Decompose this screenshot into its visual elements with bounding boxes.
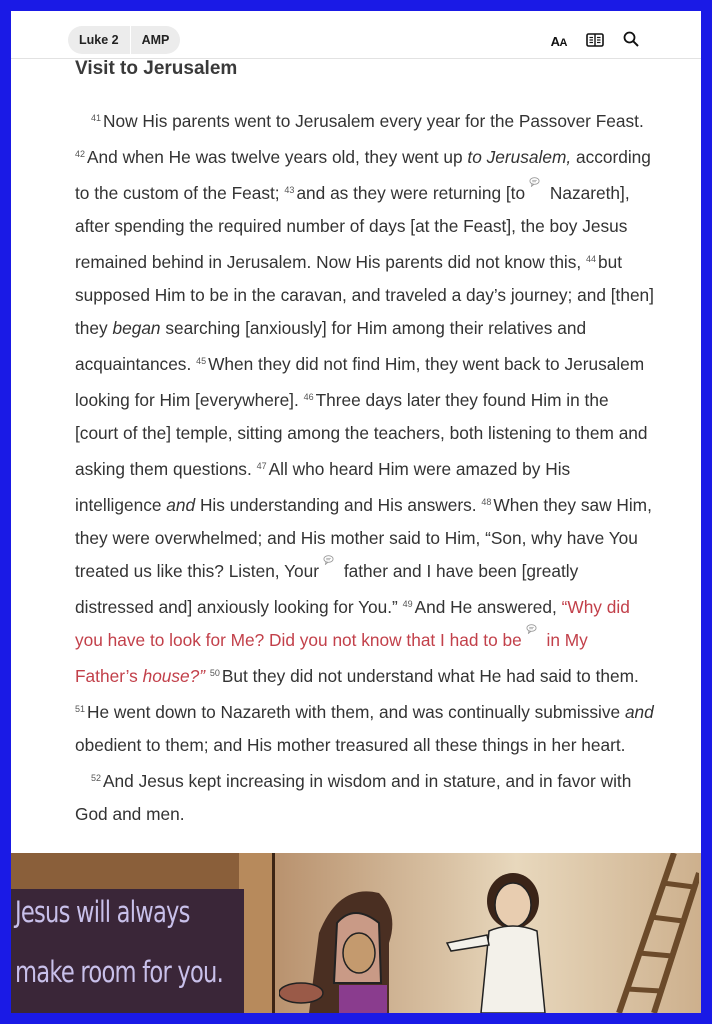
verse-47-italic[interactable]: and (166, 495, 196, 515)
words-of-christ-b[interactable]: in My Father’s (75, 630, 588, 686)
font-size-icon[interactable]: AA (550, 33, 567, 49)
verse-43-a[interactable]: and as they were returning [to (296, 183, 526, 203)
version-button[interactable]: AMP (141, 33, 170, 47)
words-of-christ-a[interactable]: “Why did you have to look for Me? Did you not know that I had to be (75, 597, 630, 650)
paragraph-2 (75, 762, 655, 831)
verse-49[interactable]: And He answered, (414, 597, 557, 617)
mary-figure-illustration (279, 873, 429, 1013)
reference-selector[interactable] (68, 26, 180, 54)
verse-number[interactable]: 52 (91, 773, 102, 783)
verse-42-italic[interactable]: to Jerusalem, (467, 147, 572, 167)
verse-number[interactable]: 42 (75, 149, 86, 159)
caption-line-2: make room for you. (15, 955, 224, 989)
verse-number[interactable]: 51 (75, 704, 86, 714)
section-heading: Visit to Jerusalem (75, 58, 238, 79)
ladder-illustration (599, 853, 699, 1013)
footnote-icon[interactable] (522, 630, 542, 640)
words-of-christ-italic[interactable]: house?” (142, 666, 206, 686)
verse-47-b[interactable]: His understanding and His answers. (199, 495, 477, 515)
verse-51-a[interactable]: He went down to Nazareth with them, and was continually submissive (87, 702, 621, 722)
verse-42-a[interactable]: And when He was twelve years old, they went up (87, 147, 463, 167)
verse-51-italic[interactable]: and (624, 702, 654, 722)
footnote-icon[interactable] (525, 183, 545, 193)
jesus-figure-illustration (441, 861, 591, 1013)
verse-47-a[interactable]: All who heard Him were amazed by His intelligence (75, 459, 571, 515)
verse-number[interactable]: 49 (402, 599, 413, 609)
caption-line-1: Jesus will always (15, 895, 190, 929)
verse-41[interactable]: Now His parents went to Jerusalem every year for the Passover Feast. (103, 111, 644, 131)
verse-44-italic[interactable]: began (112, 318, 161, 338)
verse-number[interactable]: 48 (481, 497, 492, 507)
reader-icon[interactable] (586, 32, 604, 51)
verse-number[interactable]: 50 (209, 668, 220, 678)
search-icon[interactable] (623, 31, 639, 51)
verse-number[interactable]: 44 (586, 254, 597, 264)
verse-46[interactable]: Three days later they found Him in the [court of the] temple, sitting among the teachers, both listening to them and asking them questions. (75, 390, 648, 479)
wooden-post (239, 853, 275, 1013)
caption-box (11, 889, 244, 1013)
paragraph-1 (75, 102, 655, 762)
reader-toolbar (11, 11, 701, 59)
toolbar-actions (551, 31, 639, 51)
book-chapter-button[interactable]: Luke 2 (79, 33, 119, 47)
verse-44-a[interactable]: but supposed Him to be in the caravan, and traveled a day’s journey; and [then] they (75, 252, 654, 338)
verse-45[interactable]: When they did not find Him, they went back to Jerusalem looking for Him [everywhere]. (75, 354, 645, 410)
verse-52[interactable]: And Jesus kept increasing in wisdom and in stature, and in favor with God and men. (75, 771, 632, 824)
verse-42-b[interactable]: according to the custom of the Feast; (75, 147, 651, 203)
verse-50[interactable]: But they did not understand what He had said to them. (221, 666, 639, 686)
verse-48-a[interactable]: When they saw Him, they were overwhelmed; and His mother said to Him, “Son, why have You treated us like this? Listen, Your (75, 495, 652, 581)
verse-number[interactable]: 41 (91, 113, 102, 123)
verse-number[interactable]: 45 (196, 356, 207, 366)
cartoon-overlay-image (11, 853, 701, 1013)
verse-number[interactable]: 46 (303, 392, 314, 402)
verse-number[interactable]: 43 (284, 185, 295, 195)
verse-number[interactable]: 47 (256, 461, 267, 471)
footnote-icon[interactable] (319, 561, 339, 571)
verse-44-b[interactable]: searching [anxiously] for Him among their relatives and acquaintances. (75, 318, 587, 374)
verse-43-b[interactable]: Nazareth], after spending the required number of days [at the Feast], the boy Jesus remained behind in Jerusalem. Now His parents did not know this, (75, 183, 630, 272)
verse-51-b[interactable]: obedient to them; and His mother treasured all these things in her heart. (75, 735, 626, 755)
verse-48-b[interactable]: father and I have been [greatly distressed and] anxiously looking for You.” (75, 561, 579, 617)
chapter-text (75, 58, 655, 831)
